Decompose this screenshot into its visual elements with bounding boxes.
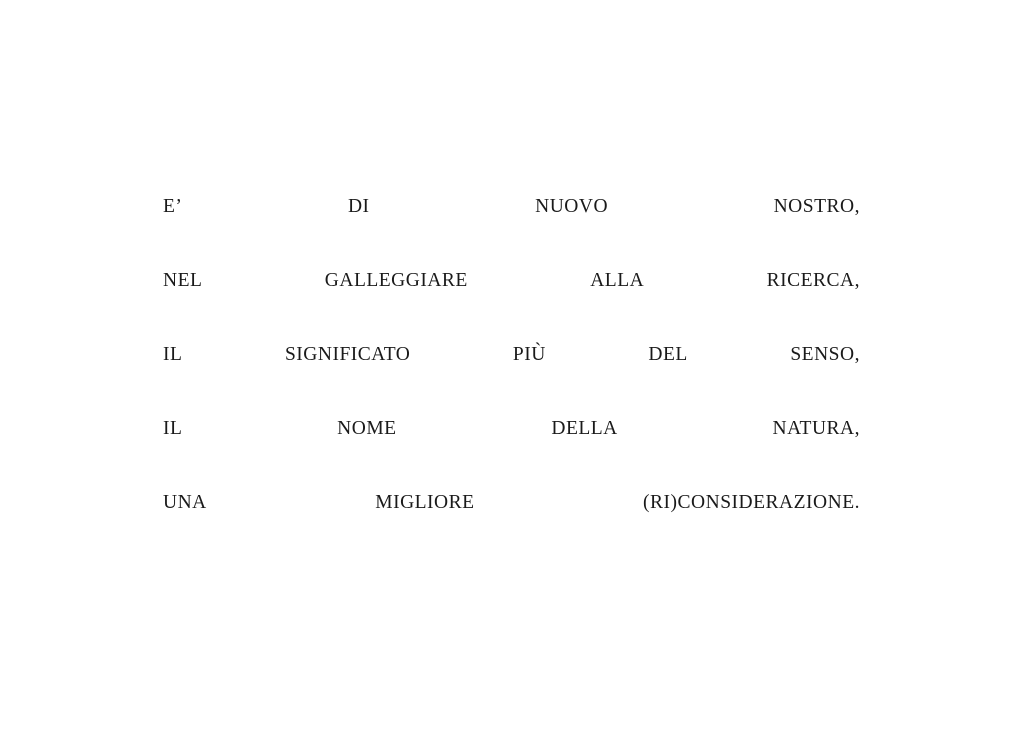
poem-word: RICERCA, <box>766 270 860 291</box>
poem-word: NATURA, <box>772 418 860 439</box>
poem-word: E’ <box>163 196 183 217</box>
poem-line-5 <box>163 492 860 566</box>
poem-word: UNA <box>163 492 207 513</box>
poem-word: SIGNIFICATO <box>284 344 411 365</box>
poem-word: NOSTRO, <box>773 196 860 217</box>
poem-word: NUOVO <box>535 196 609 217</box>
poem-word: NEL <box>163 270 203 291</box>
poem-word: ALLA <box>590 270 645 291</box>
poem-word: IL <box>163 418 183 439</box>
poem-word: PIÙ <box>512 344 546 365</box>
poem-line-1 <box>163 196 860 270</box>
poem-word: DELLA <box>551 418 618 439</box>
poem-word: SENSO, <box>790 344 860 365</box>
poem-word: MIGLIORE <box>375 492 475 513</box>
poem-line-4 <box>163 418 860 492</box>
poem-word: DI <box>347 196 370 217</box>
poem-word: DEL <box>648 344 688 365</box>
poem-word: IL <box>163 344 183 365</box>
poem-text-block <box>163 196 860 566</box>
poem-line-2 <box>163 270 860 344</box>
poem-word: NOME <box>337 418 397 439</box>
poem-line-3 <box>163 344 860 418</box>
poem-word: GALLEGGIARE <box>324 270 468 291</box>
poem-word: (RI)CONSIDERAZIONE. <box>643 492 860 513</box>
